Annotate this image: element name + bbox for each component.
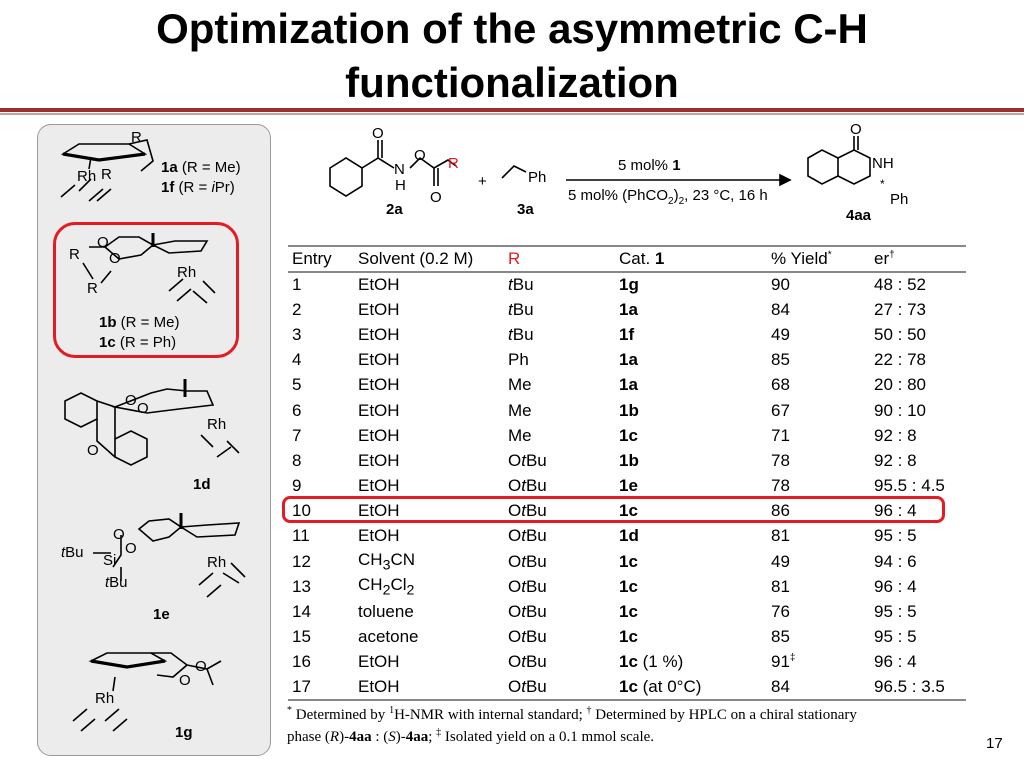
cell-entry: 1	[292, 275, 302, 295]
catalyst-structures-panel	[37, 124, 271, 756]
table-row	[288, 549, 966, 574]
cell-yield: 78	[771, 476, 790, 496]
table-body	[288, 272, 966, 700]
cell-entry: 10	[292, 501, 311, 521]
table-row	[288, 524, 966, 549]
cell-solvent: EtOH	[356, 675, 506, 700]
cell-er: 90 : 10	[874, 400, 926, 420]
prod-o: O	[850, 124, 862, 138]
footnote-line-1: * Determined by $^1$H-NMR with internal standard; † Determined by HPLC on a chiral stationary	[287, 705, 857, 723]
cell-solvent: toluene	[358, 602, 414, 622]
cell-yield: 81	[771, 526, 790, 546]
cell-catalyst: 1b	[619, 400, 639, 420]
cat-1a-r-label: R	[131, 129, 142, 146]
cell-yield: 78	[771, 450, 790, 470]
cell-yield: 90	[771, 275, 790, 295]
table-row	[288, 675, 966, 700]
cat-1b-o2: O	[109, 250, 121, 267]
title-divider	[0, 108, 1024, 116]
cat-1g-rh-label: Rh	[95, 690, 115, 707]
entry-10-highlight	[282, 496, 945, 523]
cell-catalyst: 1c	[619, 602, 638, 622]
cat-1b-rh-label: Rh	[177, 264, 197, 281]
cell-r: OtBu	[508, 576, 547, 596]
cat-1g-o2: O	[179, 672, 191, 689]
cell-er: 95 : 5	[874, 602, 917, 622]
cell-catalyst: 1c	[619, 551, 638, 571]
cell-catalyst: 1a	[619, 299, 638, 319]
cell-r: OtBu	[508, 526, 547, 546]
cell-er: 96 : 4	[874, 501, 917, 521]
cell-catalyst: 1c	[619, 501, 638, 521]
cell-entry: 14	[292, 602, 311, 622]
col-yield: % Yield*	[769, 246, 872, 272]
col-solvent: Solvent (0.2 M)	[356, 246, 506, 272]
conditions-bottom: 5 mol% $(PhCO_2)_2$, 23 °C, 16 h	[568, 187, 768, 207]
page-number: 17	[986, 735, 1003, 752]
cell-catalyst: 1c	[619, 576, 638, 596]
cell-solvent: EtOH	[358, 275, 400, 295]
cell-yield: 68	[771, 375, 790, 395]
table-footnote	[287, 702, 967, 746]
cell-yield: 67	[771, 400, 790, 420]
cell-er: 95 : 5	[874, 526, 917, 546]
cat-1e-o1: O	[113, 526, 125, 543]
cell-catalyst: 1e	[619, 476, 638, 496]
table-row	[288, 625, 966, 650]
cell-er: 50 : 50	[874, 324, 926, 344]
cell-yield: 49	[771, 324, 790, 344]
cell-er: 48 : 52	[874, 275, 926, 295]
cat-1d-o2: O	[137, 400, 149, 417]
cell-er: 96.5 : 3.5	[872, 675, 966, 700]
cell-entry: 16	[292, 652, 311, 672]
cell-er: 95.5 : 4.5	[874, 476, 945, 496]
cell-er: 22 : 78	[874, 350, 926, 370]
table-row	[288, 574, 966, 599]
sm-o2: O	[414, 147, 426, 164]
cat-1c-caption: 1c (R = Ph)	[99, 334, 177, 351]
cat-1d-caption: 1d	[193, 476, 211, 493]
cat-1e-tbu1: tBu	[61, 544, 84, 561]
cell-r: OtBu	[508, 450, 547, 470]
cp-ring-1a-wedge	[63, 154, 145, 160]
cell-yield: 91‡	[771, 652, 796, 672]
cat-1e-tbu2: tBu	[105, 574, 128, 591]
cell-solvent: EtOH	[358, 450, 400, 470]
cat-1b-r-top: R	[69, 246, 80, 263]
sm-n: N	[394, 161, 405, 178]
table-row	[288, 650, 966, 675]
cell-entry: 4	[292, 350, 302, 370]
prod-nh: NH	[872, 155, 894, 172]
cell-entry: 9	[292, 476, 302, 496]
cat-1f-caption: 1f (R = iPr)	[161, 179, 235, 196]
cat-1a-rh-label: Rh	[77, 168, 97, 185]
col-catalyst: Cat. 1	[617, 246, 769, 272]
table-row	[288, 599, 966, 624]
cell-yield: 76	[771, 602, 790, 622]
cell-solvent: EtOH	[358, 425, 400, 445]
conditions-top: 5 mol% 1	[618, 157, 681, 174]
cell-yield: 84	[771, 299, 790, 319]
cell-er: 92 : 8	[874, 450, 917, 470]
cell-r: OtBu	[508, 501, 547, 521]
col-entry: Entry	[288, 246, 356, 272]
plus-sign: +	[478, 173, 487, 190]
cell-entry: 7	[292, 425, 302, 445]
cat-1e-o2: O	[125, 540, 137, 557]
cell-er: 20 : 80	[874, 375, 926, 395]
cell-r: OtBu	[508, 627, 547, 647]
cat-1b-r-bottom: R	[87, 280, 98, 297]
cp-ring-1g	[91, 653, 165, 667]
cell-catalyst: 1c (1 %)	[619, 652, 684, 672]
cell-entry: 8	[292, 450, 302, 470]
cell-catalyst: 1c (at 0°C)	[617, 675, 769, 700]
cell-entry: 6	[292, 400, 302, 420]
table-row	[288, 373, 966, 398]
cell-solvent: EtOH	[358, 400, 400, 420]
cell-r: OtBu	[508, 476, 547, 496]
cell-yield: 81	[771, 576, 790, 596]
cell-r: Ph	[508, 350, 529, 370]
cell-solvent: EtOH	[358, 652, 400, 672]
cat-1d-rh-label: Rh	[207, 416, 227, 433]
reaction-scheme	[320, 124, 950, 242]
cell-solvent: EtOH	[358, 476, 400, 496]
prod-label: 4aa	[846, 207, 872, 224]
cat-1e-rh-label: Rh	[207, 554, 227, 571]
sm-h: H	[395, 177, 406, 194]
cell-catalyst: 1b	[619, 450, 639, 470]
prod-star: *	[880, 177, 885, 191]
cat-1a-r2-label: R	[101, 166, 112, 183]
cell-catalyst: 1g	[619, 275, 639, 295]
sm-label: 2a	[386, 201, 403, 218]
sm-o1: O	[372, 125, 384, 142]
col-er: er†	[872, 246, 966, 272]
cell-catalyst: 1c	[619, 627, 638, 647]
cell-r: OtBu	[506, 675, 617, 700]
cell-er: 94 : 6	[874, 551, 917, 571]
cat-1d-o1: O	[125, 392, 137, 409]
cell-entry: 15	[292, 627, 311, 647]
cat-1b-caption: 1b (R = Me)	[99, 314, 180, 331]
cell-yield: 86	[771, 501, 790, 521]
cell-solvent: $CH_2Cl_2$	[358, 575, 415, 599]
cell-entry: 13	[292, 576, 311, 596]
cat-1d-o3: O	[87, 442, 99, 459]
cell-r: tBu	[508, 299, 534, 319]
prod-ph: Ph	[890, 191, 909, 208]
cell-er: 27 : 73	[874, 299, 926, 319]
cell-solvent: EtOH	[358, 501, 400, 521]
title-line-1: Optimization of the asymmetric C-H	[156, 5, 868, 52]
cell-catalyst: 1f	[619, 324, 635, 344]
cell-er: 92 : 8	[874, 425, 917, 445]
table-row	[288, 272, 966, 297]
cell-r: tBu	[508, 275, 534, 295]
cell-solvent: EtOH	[358, 375, 400, 395]
title-line-2: functionalization	[345, 59, 679, 106]
cell-yield: 85	[771, 350, 790, 370]
cell-yield: 85	[771, 627, 790, 647]
cell-r: OtBu	[508, 602, 547, 622]
cell-catalyst: 1d	[619, 526, 639, 546]
cell-r: tBu	[508, 324, 534, 344]
cell-entry: 12	[292, 551, 311, 571]
cell-solvent: EtOH	[358, 324, 400, 344]
cell-er: 96 : 4	[874, 576, 917, 596]
cell-entry: 2	[292, 299, 302, 319]
cell-entry: 3	[292, 324, 302, 344]
catalyst-1b-1c-highlight	[53, 222, 239, 358]
cell-yield: 84	[769, 675, 872, 700]
table-row	[288, 322, 966, 347]
cell-yield: 71	[771, 425, 790, 445]
sm-r-group: R	[448, 155, 459, 172]
cell-solvent: acetone	[358, 627, 419, 647]
cell-catalyst: 1a	[619, 350, 638, 370]
footnote-line-2: phase (R)-4aa : (S)-4aa; ‡ Isolated yield on a 0.1 mmol scale.	[287, 727, 655, 745]
cat-1g-o1: O	[195, 658, 207, 675]
slide-title	[0, 2, 1024, 110]
cell-r: Me	[508, 425, 532, 445]
table-header-row	[288, 246, 966, 272]
catalyst-structures-drawing	[38, 125, 272, 757]
alkene-label: 3a	[517, 201, 534, 218]
table-row	[288, 423, 966, 448]
cell-catalyst: 1c	[619, 425, 638, 445]
cell-r: OtBu	[508, 652, 547, 672]
cell-er: 95 : 5	[874, 627, 917, 647]
table-row	[288, 348, 966, 373]
cat-1g-caption: 1g	[175, 724, 193, 741]
cell-r: Me	[508, 375, 532, 395]
cell-catalyst: 1a	[619, 375, 638, 395]
cell-r: Me	[508, 400, 532, 420]
cell-solvent: EtOH	[358, 526, 400, 546]
cat-1b-o1: O	[97, 234, 109, 251]
cell-solvent: EtOH	[358, 299, 400, 319]
cell-r: OtBu	[508, 551, 547, 571]
table-row	[288, 297, 966, 322]
table-row	[288, 448, 966, 473]
cell-er: 96 : 4	[874, 652, 917, 672]
cat-1e-si: Si	[103, 552, 117, 569]
cell-solvent: EtOH	[358, 350, 400, 370]
optimization-table	[288, 245, 966, 701]
cell-entry: 5	[292, 375, 302, 395]
cat-1e-caption: 1e	[153, 606, 170, 623]
cell-solvent: $CH_3CN$	[358, 549, 415, 574]
table-row	[288, 474, 966, 499]
col-r: R	[506, 246, 617, 272]
cell-yield: 49	[771, 551, 790, 571]
cell-entry: 17	[288, 675, 356, 700]
cat-1a-caption: 1a (R = Me)	[161, 159, 241, 176]
alkene-ph: Ph	[528, 169, 547, 186]
table-row	[288, 398, 966, 423]
cell-entry: 11	[292, 526, 310, 546]
sm-o3: O	[430, 189, 442, 206]
